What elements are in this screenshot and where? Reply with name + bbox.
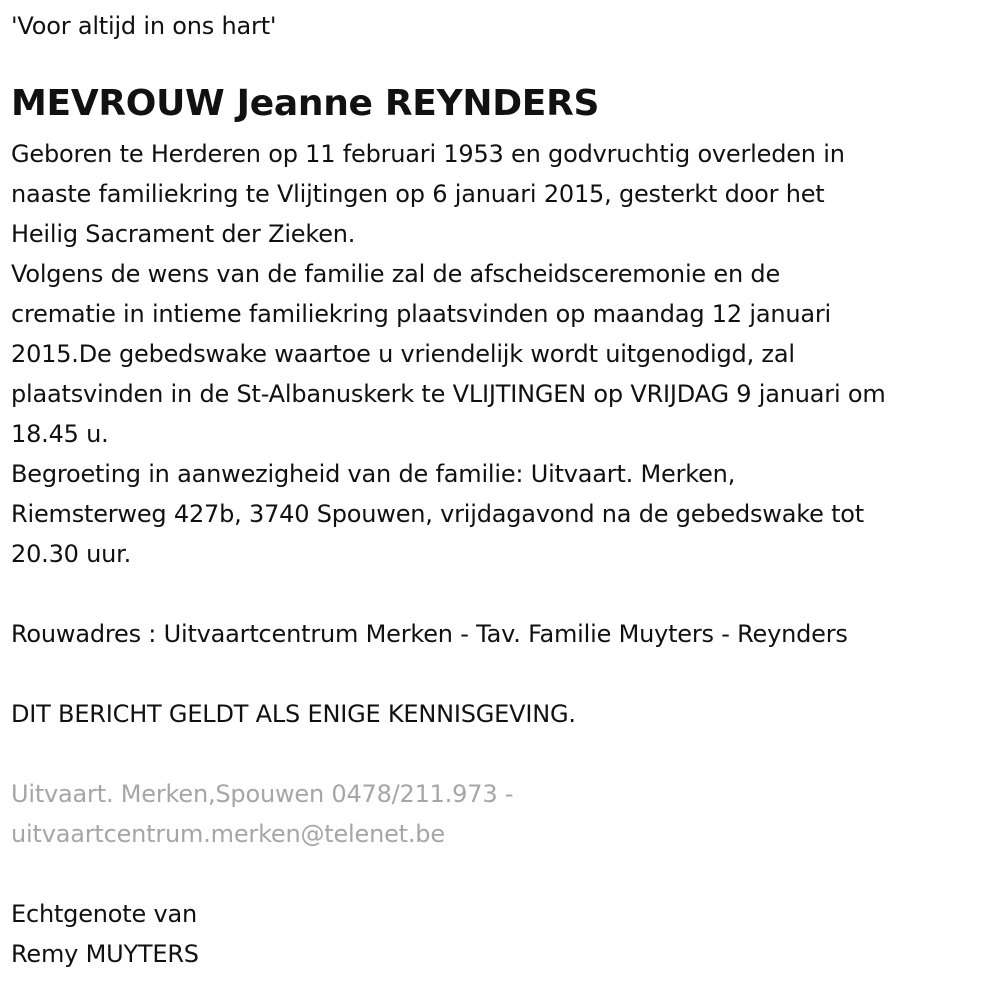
contact-line-phone: Uitvaart. Merken,Spouwen 0478/211.973 - (11, 780, 514, 808)
obituary-body (11, 134, 886, 574)
contact-email[interactable]: uitvaartcentrum.merken@telenet.be (11, 820, 445, 848)
deceased-name: MEVROUW Jeanne REYNDERS (11, 83, 600, 124)
mourning-address: Rouwadres : Uitvaartcentrum Merken - Tav. Familie Muyters - Reynders (11, 620, 848, 648)
funeral-home-contact (11, 774, 513, 854)
body-line: 2015.De gebedswake waartoe u vriendelijk wordt uitgenodigd, zal (11, 340, 795, 368)
body-line: 20.30 uur. (11, 540, 132, 568)
motto: 'Voor altijd in ons hart' (11, 12, 277, 40)
spouse-name: Remy MUYTERS (11, 940, 199, 968)
spouse-info (11, 894, 199, 974)
body-line: naaste familiekring te Vlijtingen op 6 januari 2015, gesterkt door het (11, 180, 825, 208)
body-line: plaatsvinden in de St-Albanuskerk te VLIJTINGEN op VRIJDAG 9 januari om (11, 380, 886, 408)
body-line: crematie in intieme familiekring plaatsvinden op maandag 12 januari (11, 300, 831, 328)
body-line: 18.45 u. (11, 420, 109, 448)
spouse-relation: Echtgenote van (11, 900, 198, 928)
body-line: Volgens de wens van de familie zal de afscheidsceremonie en de (11, 260, 781, 288)
official-notice: DIT BERICHT GELDT ALS ENIGE KENNISGEVING. (11, 700, 576, 728)
body-line: Begroeting in aanwezigheid van de familie: Uitvaart. Merken, (11, 460, 736, 488)
body-line: Heilig Sacrament der Zieken. (11, 220, 356, 248)
body-line: Geboren te Herderen op 11 februari 1953 en godvruchtig overleden in (11, 140, 845, 168)
body-line: Riemsterweg 427b, 3740 Spouwen, vrijdagavond na de gebedswake tot (11, 500, 864, 528)
